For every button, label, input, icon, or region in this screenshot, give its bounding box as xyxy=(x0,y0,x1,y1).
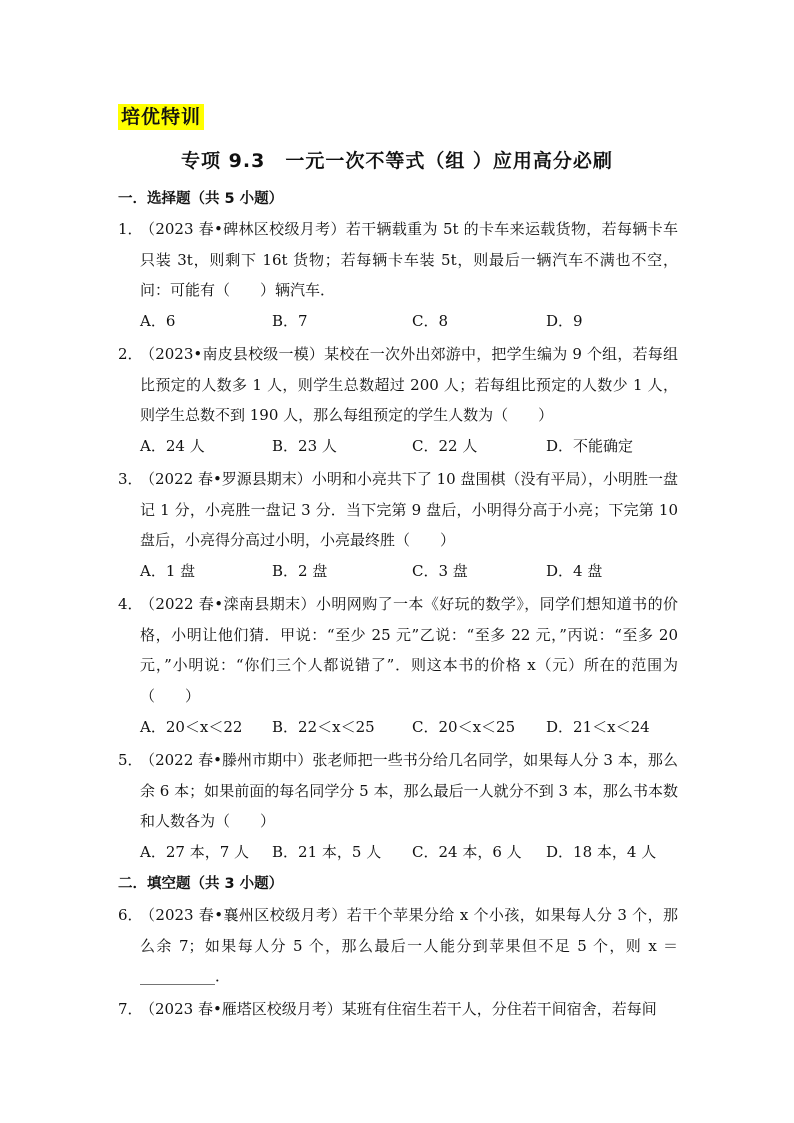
option-d: D．不能确定 xyxy=(546,437,634,455)
option-c: C．8 xyxy=(412,312,449,330)
question-6 xyxy=(118,900,678,992)
section-heading-choice: 一．选择题（共 5 小题） xyxy=(118,191,284,207)
question-7 xyxy=(118,994,678,1025)
question-5 xyxy=(118,745,678,837)
option-c: C．22 人 xyxy=(412,437,478,455)
option-b: B．21 本，5 人 xyxy=(272,843,382,861)
option-b: B．22＜x＜25 xyxy=(272,718,375,736)
option-b: B．2 盘 xyxy=(272,562,328,580)
training-badge: 培优特训 xyxy=(118,104,204,130)
question-3 xyxy=(118,464,678,556)
option-c: C．3 盘 xyxy=(412,562,468,580)
question-2 xyxy=(118,339,678,431)
question-number: 4． xyxy=(118,595,143,613)
question-5-options xyxy=(140,841,700,865)
question-number: 3． xyxy=(118,470,143,488)
section-heading-fill: 二．填空题（共 3 小题） xyxy=(118,876,284,892)
question-3-options xyxy=(140,560,700,584)
option-d: D．9 xyxy=(546,312,583,330)
question-text: （2023 春•雁塔区校级月考）某班有住宿生若干人，分住若干间宿舍，若每间 xyxy=(140,1000,657,1018)
option-a: A．24 人 xyxy=(140,437,205,455)
question-4 xyxy=(118,589,678,711)
option-d: D．21＜x＜24 xyxy=(546,718,650,736)
page-title: 专项 9.3 一元一次不等式（组 ）应用高分必刷 xyxy=(181,150,613,172)
question-text: （2023 春•碑林区校级月考）若干辆载重为 5t 的卡车来运载货物，若每辆卡车只装 3t，则剩下 16t 货物；若每辆卡车装 5t，则最后一辆汽车不满也不空，问：可能有（ ）辆汽车． xyxy=(140,220,678,299)
question-number: 1． xyxy=(118,220,143,238)
question-1-options xyxy=(140,310,700,334)
option-b: B．23 人 xyxy=(272,437,337,455)
question-text: （2023•南皮县校级一模）某校在一次外出郊游中，把学生编为 9 个组，若每组比预定的人数多 1 人，则学生总数超过 200 人；若每组比预定的人数少 1 人，则学生总数不到 190 人，那么每组预定的学生人数为（ ） xyxy=(140,345,678,424)
question-text: （2022 春•滕州市期中）张老师把一些书分给几名同学，如果每人分 3 本，那么余 6 本；如果前面的每名同学分 5 本，那么最后一人就分不到 3 本，那么书本数和人数各为（ ） xyxy=(140,751,678,830)
question-4-options xyxy=(140,716,700,740)
option-d: D．4 盘 xyxy=(546,562,603,580)
question-number: 5． xyxy=(118,751,143,769)
option-d: D．18 本，4 人 xyxy=(546,843,657,861)
option-a: A．20＜x＜22 xyxy=(140,718,243,736)
option-a: A．6 xyxy=(140,312,176,330)
option-c: C．24 本，6 人 xyxy=(412,843,522,861)
question-2-options xyxy=(140,435,700,459)
option-a: A．27 本，7 人 xyxy=(140,843,249,861)
question-text: （2023 春•襄州区校级月考）若干个苹果分给 x 个小孩，如果每人分 3 个，那么余 7；如果每人分 5 个，那么最后一人能分到苹果但不足 5 个，则 x ＝__________． xyxy=(140,906,678,985)
question-number: 6． xyxy=(118,906,143,924)
option-a: A．1 盘 xyxy=(140,562,196,580)
question-number: 2． xyxy=(118,345,143,363)
question-1 xyxy=(118,214,678,306)
question-text: （2022 春•滦南县期末）小明网购了一本《好玩的数学》，同学们想知道书的价格，小明让他们猜．甲说：“至少 25 元”乙说：“至多 22 元，”丙说：“至多 20 元，”小明说：“你们三个人都说错了”．则这本书的价格 x（元）所在的范围为（ ） xyxy=(140,595,678,705)
option-c: C．20＜x＜25 xyxy=(412,718,516,736)
question-text: （2022 春•罗源县期末）小明和小亮共下了 10 盘围棋（没有平局），小明胜一盘记 1 分，小亮胜一盘记 3 分．当下完第 9 盘后，小明得分高于小亮；下完第 10 盘后，小亮得分高过小明，小亮最终胜（ ） xyxy=(140,470,678,549)
question-number: 7． xyxy=(118,1000,143,1018)
option-b: B．7 xyxy=(272,312,308,330)
